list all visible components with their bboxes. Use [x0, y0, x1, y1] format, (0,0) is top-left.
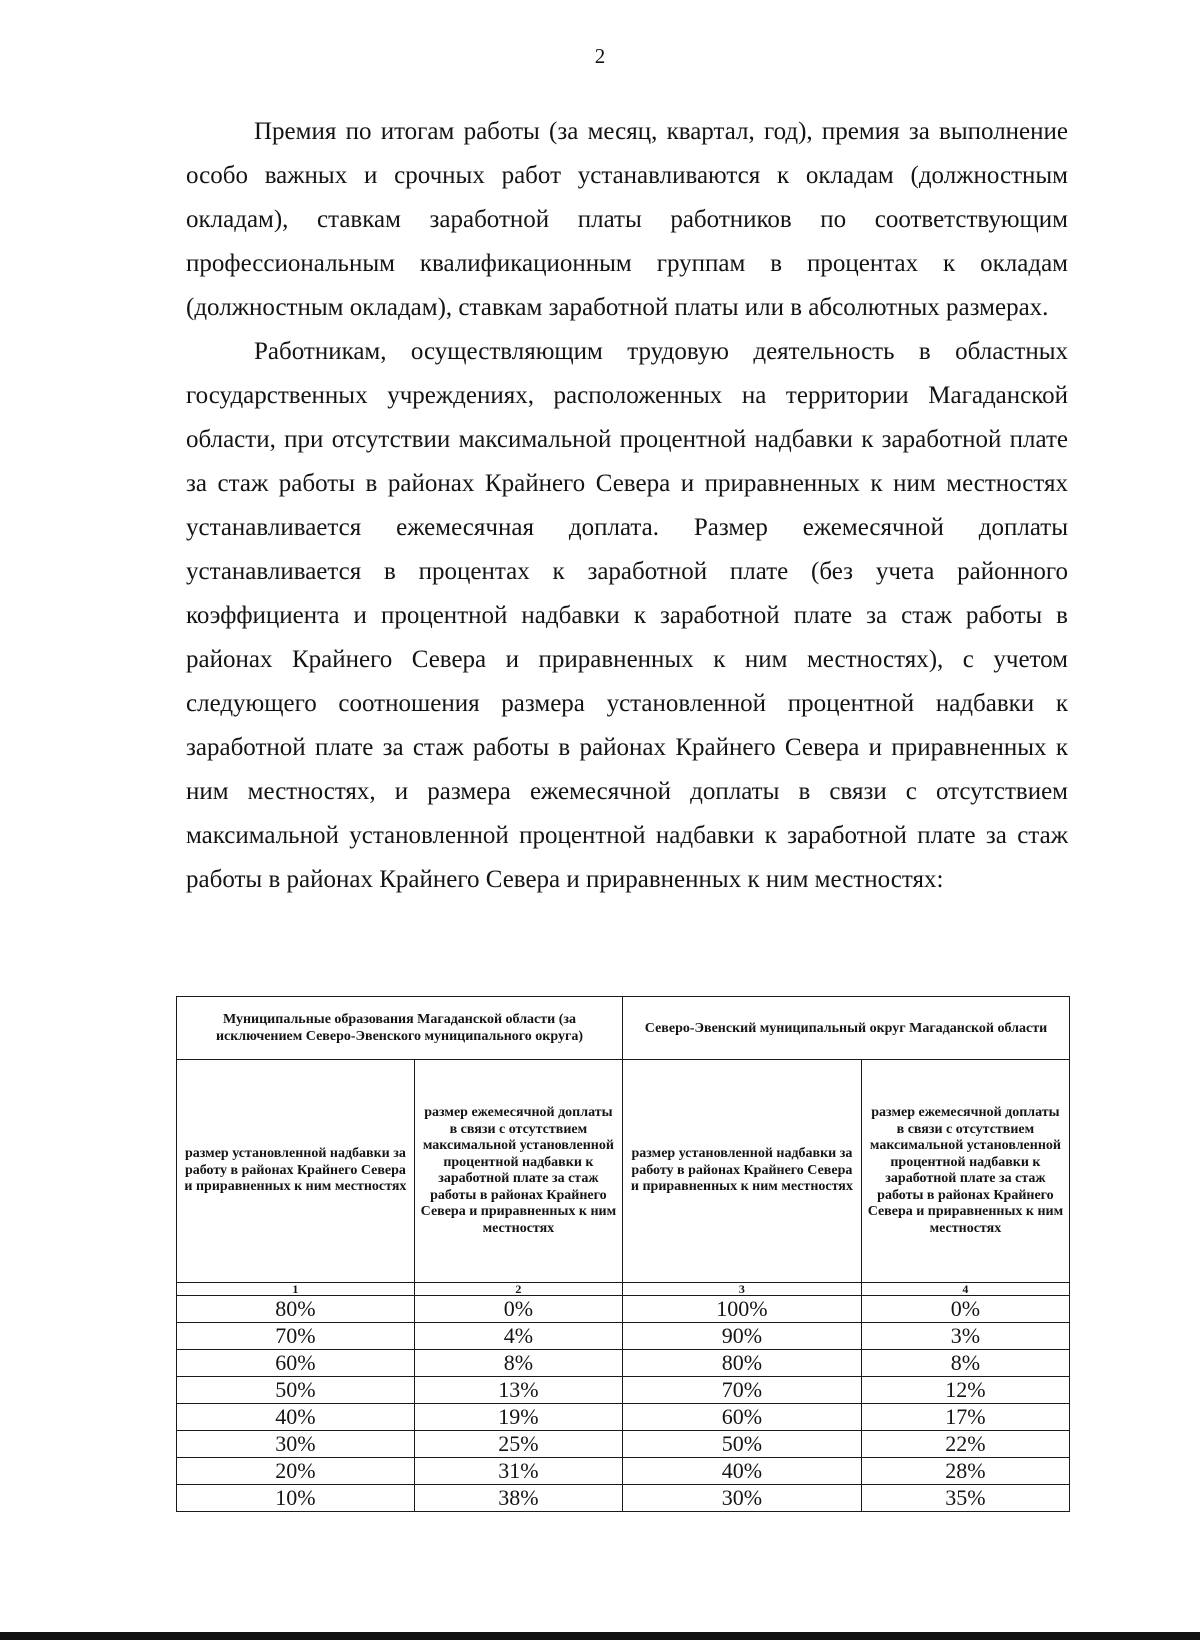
- table-row: [177, 1296, 1070, 1323]
- table-cell: 40%: [622, 1458, 861, 1485]
- table-cell: 70%: [177, 1323, 415, 1350]
- sub-header-col-1: размер установленной надбавки за работу в районах Крайнего Севера и приравненных к ним местностях: [177, 1060, 415, 1283]
- table-cell: 3%: [861, 1323, 1069, 1350]
- table-cell: 40%: [177, 1404, 415, 1431]
- footer-rule: [0, 1632, 1200, 1640]
- table-cell: 35%: [861, 1485, 1069, 1512]
- column-number: 4: [861, 1283, 1069, 1296]
- table-cell: 0%: [861, 1296, 1069, 1323]
- table-cell: 60%: [177, 1350, 415, 1377]
- sub-header-col-2: размер ежемесячной доплаты в связи с отсутствием максимальной установленной процентной надбавки к заработной плате за стаж работы в районах Крайнего Севера и приравненных к ним местностях: [414, 1060, 622, 1283]
- table-row: [177, 1377, 1070, 1404]
- page-number: 2: [594, 44, 606, 68]
- table-cell: 30%: [622, 1485, 861, 1512]
- table-cell: 38%: [414, 1485, 622, 1512]
- sub-header-row: [177, 1060, 1070, 1283]
- group-header-row: [177, 997, 1070, 1060]
- column-number: 3: [622, 1283, 861, 1296]
- table-cell: 0%: [414, 1296, 622, 1323]
- table-row: [177, 1431, 1070, 1458]
- table-cell: 50%: [177, 1377, 415, 1404]
- paragraph-monthly-allowance: Работникам, осуществляющим трудовую деятельность в областных государственных учреждениях, расположенных на территории Магаданской области, при отсутствии максимальной процентной надбавки к заработной плате за стаж работы в районах Крайнего Севера и приравненных к ним местностях устанавливается ежемесячная доплата. Размер ежемесячной доплаты устанавливается в процентах к заработной плате (без учета районного коэффициента и процентной надбавки к заработной плате за стаж работы в районах Крайнего Севера и приравненных к ним местностях), с учетом следующего соотношения размера установленной процентной надбавки к заработной плате за стаж работы в районах Крайнего Севера и приравненных к ним местностях, и размера ежемесячной доплаты в связи с отсутствием максимальной установленной процентной надбавки к заработной плате за стаж работы в районах Крайнего Севера и приравненных к ним местностях:: [186, 338, 1068, 893]
- table-cell: 80%: [622, 1350, 861, 1377]
- table-cell: 31%: [414, 1458, 622, 1485]
- paragraph-bonus: Премия по итогам работы (за месяц, квартал, год), премия за выполнение особо важных и срочных работ устанавливаются к окладам (должностным окладам), ставкам заработной платы работников по соответствующим профессиональным квалификационным группам в процентах к окладам (должностным окладам), ставкам заработной платы или в абсолютных размерах.: [186, 118, 1068, 321]
- group-header-magadan: Муниципальные образования Магаданской области (за исключением Северо-Эвенского муниципального округа): [177, 997, 623, 1060]
- table-cell: 22%: [861, 1431, 1069, 1458]
- table-cell: 20%: [177, 1458, 415, 1485]
- table-cell: 60%: [622, 1404, 861, 1431]
- column-number: 1: [177, 1283, 415, 1296]
- table-row: [177, 1323, 1070, 1350]
- table-cell: 8%: [861, 1350, 1069, 1377]
- table-cell: 30%: [177, 1431, 415, 1458]
- table-cell: 90%: [622, 1323, 861, 1350]
- allowance-table: [176, 996, 1070, 1512]
- column-number-row: [177, 1283, 1070, 1296]
- table-cell: 100%: [622, 1296, 861, 1323]
- table-row: [177, 1458, 1070, 1485]
- table-cell: 4%: [414, 1323, 622, 1350]
- table-cell: 10%: [177, 1485, 415, 1512]
- table-cell: 50%: [622, 1431, 861, 1458]
- table-cell: 80%: [177, 1296, 415, 1323]
- table-row: [177, 1404, 1070, 1431]
- table-row: [177, 1485, 1070, 1512]
- column-number: 2: [414, 1283, 622, 1296]
- table-cell: 8%: [414, 1350, 622, 1377]
- table-cell: 17%: [861, 1404, 1069, 1431]
- group-header-severo-evensky: Северо-Эвенский муниципальный округ Магаданской области: [622, 997, 1069, 1060]
- table-cell: 70%: [622, 1377, 861, 1404]
- sub-header-col-4: размер ежемесячной доплаты в связи с отсутствием максимальной установленной процентной надбавки к заработной плате за стаж работы в районах Крайнего Севера и приравненных к ним местностях: [861, 1060, 1069, 1283]
- table-cell: 25%: [414, 1431, 622, 1458]
- table-cell: 12%: [861, 1377, 1069, 1404]
- table-cell: 13%: [414, 1377, 622, 1404]
- table-row: [177, 1350, 1070, 1377]
- sub-header-col-3: размер установленной надбавки за работу в районах Крайнего Севера и приравненных к ним местностях: [622, 1060, 861, 1283]
- table-cell: 19%: [414, 1404, 622, 1431]
- table-cell: 28%: [861, 1458, 1069, 1485]
- body-text: [186, 110, 1068, 902]
